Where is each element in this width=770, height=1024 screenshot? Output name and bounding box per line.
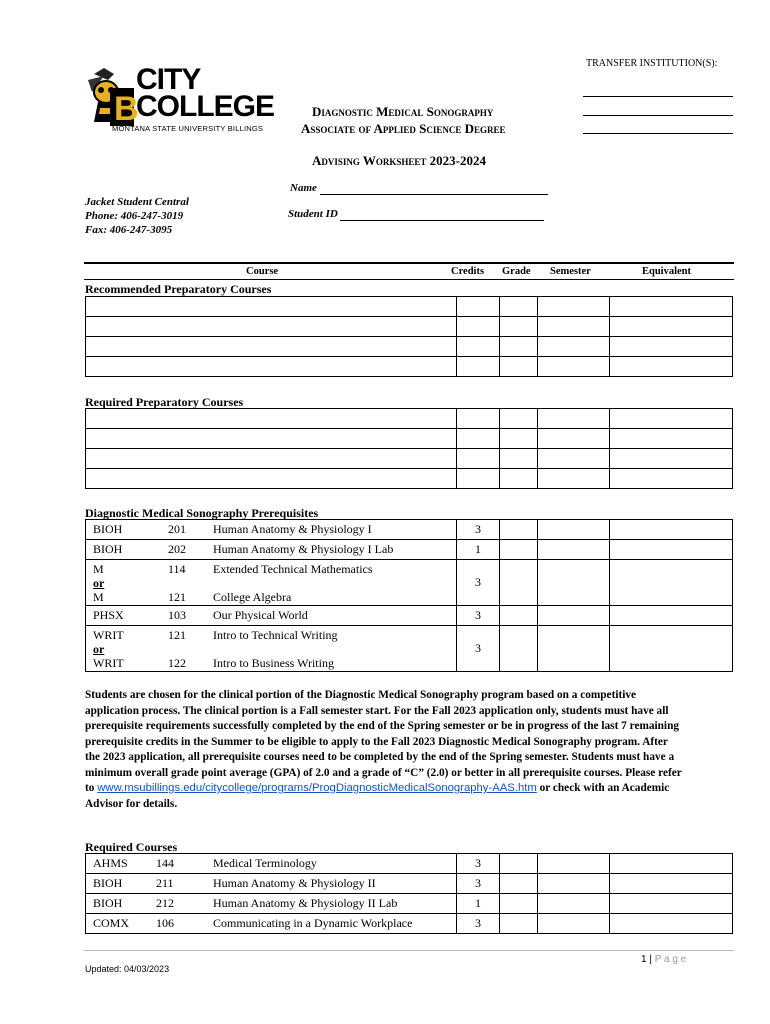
equivalent-cell[interactable]: [610, 357, 733, 377]
grade-cell[interactable]: [500, 469, 538, 489]
student-id-label: Student ID: [288, 208, 338, 220]
contact-fax: Fax: 406-247-3095: [85, 224, 173, 236]
course-dept-alt: WRIT: [93, 656, 124, 670]
equivalent-cell[interactable]: [610, 894, 733, 914]
grade-cell[interactable]: [500, 626, 538, 672]
course-cell: [86, 854, 457, 874]
grade-cell[interactable]: [500, 409, 538, 429]
page-indicator: [641, 954, 686, 965]
course-cell: [86, 560, 457, 606]
course-cell[interactable]: [86, 357, 457, 377]
col-course: Course: [246, 266, 279, 277]
credits-cell: 3: [457, 854, 500, 874]
course-number: 202: [168, 542, 186, 556]
course-title: Human Anatomy & Physiology II: [213, 876, 376, 890]
table-row: [86, 560, 733, 606]
course-dept: BIOH: [93, 876, 123, 890]
or-label: or: [93, 576, 105, 590]
credits-cell: 1: [457, 540, 500, 560]
course-title: Intro to Technical Writing: [213, 628, 338, 642]
grade-cell[interactable]: [500, 606, 538, 626]
section-recommended: Recommended Preparatory Courses: [85, 282, 272, 296]
page-word: P a g e: [654, 954, 687, 965]
yellowjacket-mascot-icon: [84, 66, 139, 128]
transfer-institution-label: TRANSFER INSTITUTION(S):: [586, 58, 718, 69]
page-separator: |: [649, 954, 652, 965]
table-row: [86, 297, 733, 317]
table-row: [86, 429, 733, 449]
semester-cell[interactable]: [538, 914, 610, 934]
course-cell[interactable]: [86, 409, 457, 429]
grade-cell[interactable]: [500, 894, 538, 914]
col-equivalent: Equivalent: [642, 266, 692, 277]
grade-cell[interactable]: [500, 520, 538, 540]
credits-cell[interactable]: [457, 469, 500, 489]
equivalent-cell[interactable]: [610, 520, 733, 540]
equivalent-cell[interactable]: [610, 914, 733, 934]
transfer-line-3[interactable]: [583, 133, 733, 134]
equivalent-cell[interactable]: [610, 874, 733, 894]
name-field[interactable]: [320, 194, 548, 195]
credits-cell[interactable]: [457, 409, 500, 429]
table-row: [86, 469, 733, 489]
equivalent-cell[interactable]: [610, 560, 733, 606]
notice-after-link: or check with an Academic Advisor for details.: [85, 782, 670, 810]
course-title-alt: College Algebra: [213, 590, 292, 604]
notice-text: Students are chosen for the clinical portion of the Diagnostic Medical Sonography program based on a competitive application process. The clinical portion is a Fall semester start. For the Fall 2023 application only, students must have all prerequisite requirements successfully completed by the end of the Spring semester or be in progress of the last 7 remaining prerequisite credits in the Summer to be eligible to apply to the Fall 2023 Diagnostic Medical Sonography program. After the 2023 application, all prerequisite courses need to be completed by the end of the Spring semester. Students must have a minimum overall grade point average (GPA) of 2.0 and a grade of “C” (2.0) or better in all prerequisite courses. Please refer to: [85, 689, 682, 794]
table-row: [86, 914, 733, 934]
grade-cell[interactable]: [500, 297, 538, 317]
course-number: 211: [156, 876, 174, 890]
contact-block: [85, 195, 189, 237]
semester-cell[interactable]: [538, 626, 610, 672]
course-number: 201: [168, 522, 186, 536]
semester-cell[interactable]: [538, 317, 610, 337]
credits-cell: 3: [457, 914, 500, 934]
transfer-line-1[interactable]: [583, 96, 733, 97]
worksheet-title: Advising Worksheet 2023-2024: [312, 153, 487, 168]
degree-title: Associate of Applied Science Degree: [301, 121, 506, 136]
course-title: Human Anatomy & Physiology I: [213, 522, 372, 536]
credits-cell[interactable]: [457, 429, 500, 449]
required-prep-table: [85, 408, 733, 489]
course-number: 114: [168, 562, 186, 576]
course-title: Human Anatomy & Physiology II Lab: [213, 896, 398, 910]
credits-cell[interactable]: [457, 297, 500, 317]
table-row: [86, 626, 733, 672]
course-number: 121: [168, 628, 186, 642]
city-college-logo: [84, 63, 275, 136]
table-row: [86, 409, 733, 429]
credits-cell: 3: [457, 520, 500, 540]
course-cell: [86, 540, 457, 560]
course-number-alt: 122: [168, 656, 186, 670]
col-grade: Grade: [502, 266, 531, 277]
equivalent-cell[interactable]: [610, 540, 733, 560]
table-row: [86, 854, 733, 874]
course-title: Communicating in a Dynamic Workplace: [213, 916, 413, 930]
semester-cell[interactable]: [538, 520, 610, 540]
semester-cell[interactable]: [538, 560, 610, 606]
equivalent-cell[interactable]: [610, 606, 733, 626]
course-cell: [86, 606, 457, 626]
semester-cell[interactable]: [538, 894, 610, 914]
contact-phone: Phone: 406-247-3019: [85, 210, 184, 222]
contact-office: Jacket Student Central: [85, 196, 189, 208]
course-dept: M: [93, 562, 104, 576]
col-semester: Semester: [550, 266, 591, 277]
course-cell[interactable]: [86, 449, 457, 469]
course-dept: COMX: [93, 916, 130, 930]
grade-cell[interactable]: [500, 560, 538, 606]
program-link[interactable]: www.msubillings.edu/citycollege/programs/ProgDiagnosticMedicalSonography-AAS.htm: [97, 782, 537, 794]
course-cell: [86, 894, 457, 914]
course-dept: BIOH: [93, 896, 123, 910]
semester-cell[interactable]: [538, 337, 610, 357]
equivalent-cell[interactable]: [610, 429, 733, 449]
credits-cell: 3: [457, 560, 500, 606]
grade-cell[interactable]: [500, 337, 538, 357]
course-dept-alt: M: [93, 590, 104, 604]
credits-cell[interactable]: [457, 449, 500, 469]
logo-college-text: COLLEGE: [136, 90, 275, 123]
table-row: [86, 357, 733, 377]
or-label: or: [93, 642, 105, 656]
admission-notice: [85, 688, 685, 812]
grade-cell[interactable]: [500, 854, 538, 874]
course-title: Extended Technical Mathematics: [213, 562, 373, 576]
transfer-line-2[interactable]: [583, 115, 733, 116]
equivalent-cell[interactable]: [610, 317, 733, 337]
equivalent-cell[interactable]: [610, 297, 733, 317]
grade-cell[interactable]: [500, 914, 538, 934]
program-title: Diagnostic Medical Sonography: [312, 104, 494, 119]
student-id-field[interactable]: [340, 220, 544, 221]
grade-cell[interactable]: [500, 874, 538, 894]
course-number: 144: [156, 856, 174, 870]
footer-rule: [84, 950, 734, 951]
name-label: Name: [290, 182, 317, 194]
semester-cell[interactable]: [538, 606, 610, 626]
prerequisites-table: [85, 519, 733, 672]
credits-cell: 3: [457, 874, 500, 894]
course-dept: BIOH: [93, 542, 123, 556]
col-credits: Credits: [451, 266, 485, 277]
recommended-table: [85, 296, 733, 377]
semester-cell[interactable]: [538, 469, 610, 489]
table-row: [86, 606, 733, 626]
course-cell[interactable]: [86, 469, 457, 489]
semester-cell[interactable]: [538, 357, 610, 377]
equivalent-cell[interactable]: [610, 854, 733, 874]
semester-cell[interactable]: [538, 449, 610, 469]
equivalent-cell[interactable]: [610, 449, 733, 469]
required-courses-table: [85, 853, 733, 934]
equivalent-cell[interactable]: [610, 409, 733, 429]
equivalent-cell[interactable]: [610, 469, 733, 489]
table-row: [86, 540, 733, 560]
column-header-rule: [84, 262, 734, 264]
course-cell[interactable]: [86, 429, 457, 449]
equivalent-cell[interactable]: [610, 337, 733, 357]
equivalent-cell[interactable]: [610, 626, 733, 672]
table-row: [86, 337, 733, 357]
grade-cell[interactable]: [500, 449, 538, 469]
course-cell[interactable]: [86, 337, 457, 357]
semester-cell[interactable]: [538, 874, 610, 894]
course-number: 103: [168, 608, 186, 622]
credits-cell: 3: [457, 626, 500, 672]
table-row: [86, 449, 733, 469]
credits-cell[interactable]: [457, 337, 500, 357]
semester-cell[interactable]: [538, 297, 610, 317]
table-row: [86, 874, 733, 894]
column-header-rule-2: [84, 279, 734, 280]
credits-cell[interactable]: [457, 317, 500, 337]
course-number: 106: [156, 916, 174, 930]
course-title: Medical Terminology: [213, 856, 317, 870]
course-dept: WRIT: [93, 628, 124, 642]
semester-cell[interactable]: [538, 540, 610, 560]
course-dept: BIOH: [93, 522, 123, 536]
semester-cell[interactable]: [538, 429, 610, 449]
course-number: 212: [156, 896, 174, 910]
course-title-alt: Intro to Business Writing: [213, 656, 334, 670]
credits-cell: 1: [457, 894, 500, 914]
course-dept: AHMS: [93, 856, 128, 870]
credits-cell[interactable]: [457, 357, 500, 377]
course-cell: [86, 520, 457, 540]
course-cell: [86, 914, 457, 934]
course-dept: PHSX: [93, 608, 124, 622]
section-required-courses: Required Courses: [85, 840, 178, 854]
grade-cell[interactable]: [500, 429, 538, 449]
course-number-alt: 121: [168, 590, 186, 604]
course-cell[interactable]: [86, 317, 457, 337]
credits-cell: 3: [457, 606, 500, 626]
table-row: [86, 317, 733, 337]
updated-date: Updated: 04/03/2023: [85, 964, 170, 974]
grade-cell[interactable]: [500, 357, 538, 377]
course-cell: [86, 874, 457, 894]
course-title: Human Anatomy & Physiology I Lab: [213, 542, 394, 556]
page-number: 1: [641, 954, 647, 965]
semester-cell[interactable]: [538, 409, 610, 429]
grade-cell[interactable]: [500, 317, 538, 337]
section-required-prep: Required Preparatory Courses: [85, 395, 244, 409]
logo-city-text: CITY: [136, 63, 201, 96]
svg-text:B: B: [114, 90, 139, 128]
course-title: Our Physical World: [213, 608, 308, 622]
logo-subtitle: MONTANA STATE UNIVERSITY BILLINGS: [112, 124, 264, 133]
table-row: [86, 520, 733, 540]
course-cell: [86, 626, 457, 672]
course-cell[interactable]: [86, 297, 457, 317]
section-prerequisites: Diagnostic Medical Sonography Prerequisites: [85, 506, 319, 520]
semester-cell[interactable]: [538, 854, 610, 874]
table-row: [86, 894, 733, 914]
grade-cell[interactable]: [500, 540, 538, 560]
